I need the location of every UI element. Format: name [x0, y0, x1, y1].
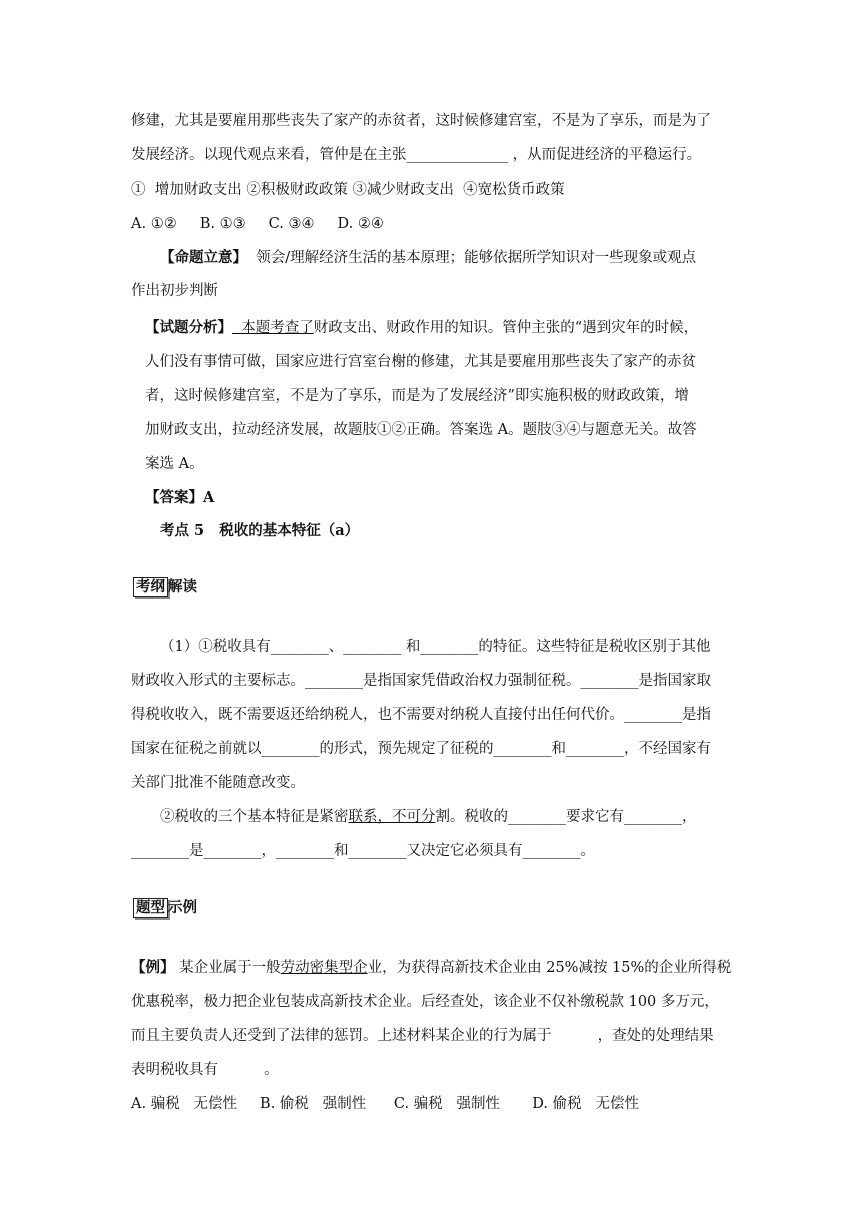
- intent-paragraph: [160, 248, 696, 268]
- example-text-line: 表明税收具有 。: [131, 1062, 279, 1078]
- answer-options: A. ①② B. ①③ C. ③④ D. ②④: [131, 216, 384, 232]
- example-text-line: 优惠税率，极力把企业包装成高新技术企业。后经查处，该企业不仅补缴税款 100 多万元，: [131, 994, 719, 1010]
- example-heading-suffix: 示例: [168, 899, 197, 916]
- analysis-paragraph: [145, 318, 698, 338]
- syllabus-text-line: 得税收收入，既不需要返还给纳税人，也不需要对纳税人直接付出任何代价。________是指: [131, 707, 711, 723]
- example-type-heading: [133, 898, 197, 918]
- example-text: 某企业属于一般: [174, 960, 281, 976]
- example-underlined: 劳动密集型企: [280, 960, 368, 976]
- section-heading: 考点 5 税收的基本特征（a）: [160, 522, 360, 539]
- syllabus-text-line: 国家在征税之前就以________的形式，预先规定了征税的________和________，不经国家有: [131, 741, 711, 757]
- analysis-text-line: 案选 A。: [145, 456, 204, 472]
- syllabus-text-line: 关部门批准不能随意改变。: [131, 775, 305, 791]
- example-label: 【例】: [131, 959, 175, 976]
- intent-text-line: 作出初步判断: [131, 283, 218, 299]
- choice-items: ① 增加财政支出 ②积极财政政策 ③减少财政支出 ④宽松货币政策: [131, 182, 565, 198]
- analysis-text-line: 加财政支出，拉动经济发展，故题肢①②正确。答案选 A。题肢③④与题意无关。故答: [145, 422, 697, 438]
- intent-label: 【命题立意】: [160, 249, 247, 266]
- example-options: A. 骗税 无偿性 B. 偷税 强制性 C. 骗税 强制性 D. 偷税 无偿性: [131, 1096, 639, 1112]
- analysis-text-line: 人们没有事情可做，国家应进行宫室台榭的修建，尤其是要雇用那些丧失了家产的赤贫: [145, 354, 696, 370]
- syllabus-reading-heading: [133, 577, 197, 597]
- syllabus-box-label: 考纲: [133, 577, 168, 597]
- analysis-text: 财政支出、财政作用的知识。管仲主张的“遇到灾年的时候，: [313, 320, 699, 336]
- analysis-label: 【试题分析】: [145, 319, 232, 336]
- syllabus-text-line: 财政收入形式的主要标志。________是指国家凭借政治权力强制征税。________是指国家取: [131, 673, 711, 689]
- syllabus-underlined: 联系，不可分: [348, 809, 436, 825]
- syllabus-text: 割。税收的________要求它有________，: [435, 809, 697, 825]
- answer-line: 【答案】A: [145, 489, 215, 506]
- syllabus-text-line: [160, 807, 697, 827]
- analysis-underlined: 本题考查了: [232, 320, 314, 336]
- syllabus-heading-suffix: 解读: [168, 578, 197, 595]
- question-text-line: 修建，尤其是要雇用那些丧失了家产的赤贫者，这时候修建宫室，不是为了享乐，而是为了: [131, 113, 711, 129]
- syllabus-text: ②税收的三个基本特征是紧密: [160, 809, 349, 825]
- syllabus-text-line: （1）①税收具有________、________ 和________的特征。这些特征是税收区别于其他: [160, 639, 711, 655]
- example-text-line: [131, 958, 731, 978]
- analysis-text-line: 者，这时候修建宫室，不是为了享乐，而是为了发展经济”即实施积极的财政政策，增: [145, 388, 689, 404]
- syllabus-text-line: ________是________，________和________又决定它必须具有________。: [131, 843, 595, 859]
- example-text: 业，为获得高新技术企业由 25%减按 15%的企业所得税: [367, 960, 732, 976]
- intent-text: 领会/理解经济生活的基本原理；能够依据所学知识对一些现象或观点: [247, 250, 697, 266]
- example-box-label: 题型: [133, 898, 168, 918]
- question-text-line: 发展经济。以现代观点来看，管仲是在主张______________ ，从而促进经济的平稳运行。: [131, 147, 702, 163]
- example-text-line: 而且主要负责人还受到了法律的惩罚。上述材料某企业的行为属于 ，查处的处理结果: [131, 1028, 714, 1044]
